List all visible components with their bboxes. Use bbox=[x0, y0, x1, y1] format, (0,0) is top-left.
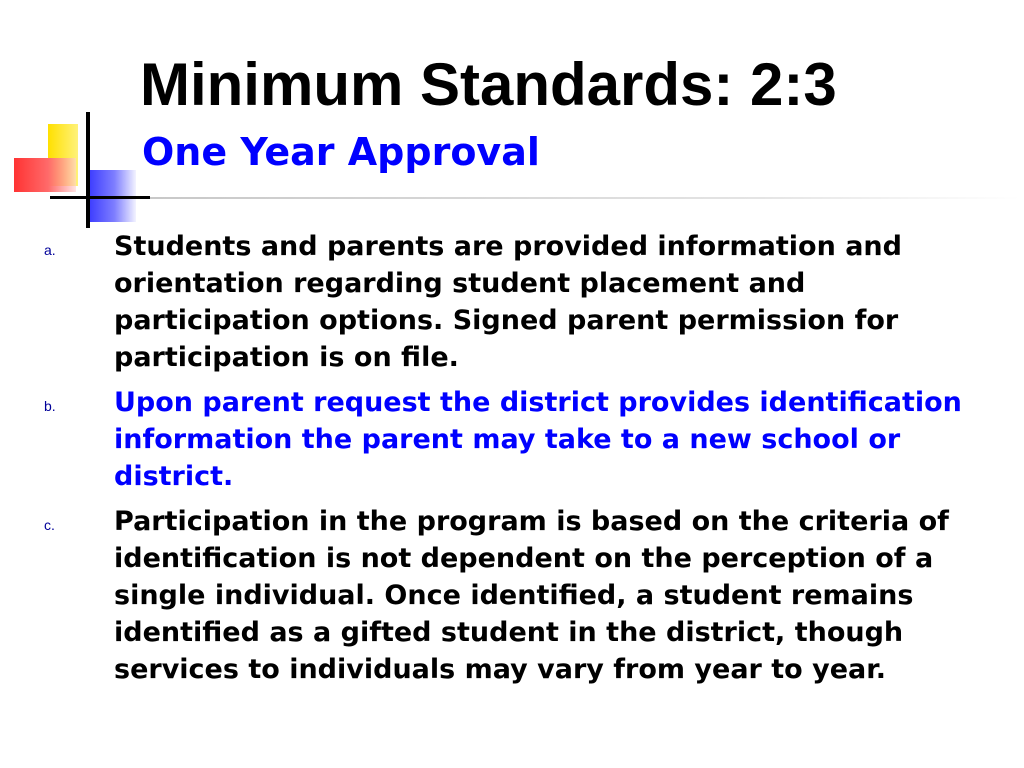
list-item-b bbox=[0, 384, 1000, 495]
decorative-vertical-line bbox=[86, 112, 90, 228]
bullet-list bbox=[0, 228, 1000, 696]
decorative-red-block bbox=[14, 158, 76, 192]
slide-title: Minimum Standards: 2:3 bbox=[140, 51, 837, 118]
list-marker: a. bbox=[44, 242, 56, 258]
list-item-text-highlighted: Upon parent request the district provides identification information the parent may take to a new school or district. bbox=[114, 387, 962, 492]
decorative-horizontal-line bbox=[50, 196, 150, 199]
list-item-text: Participation in the program is based on the criteria of identification is not dependent on the perception of a single individual. Once identified, a student remains identified as a gifted student in the district, though services to individuals may vary from year to year. bbox=[114, 506, 949, 685]
slide-subtitle: One Year Approval bbox=[142, 130, 540, 174]
title-divider-rule bbox=[150, 197, 1020, 199]
list-marker: c. bbox=[44, 517, 55, 533]
list-item-text: Students and parents are provided information and orientation regarding student placement and participation options. Signed parent permission for participation is on file. bbox=[114, 231, 902, 373]
list-item-c bbox=[0, 503, 1000, 688]
list-item-a bbox=[0, 228, 1000, 376]
list-marker: b. bbox=[44, 398, 56, 414]
